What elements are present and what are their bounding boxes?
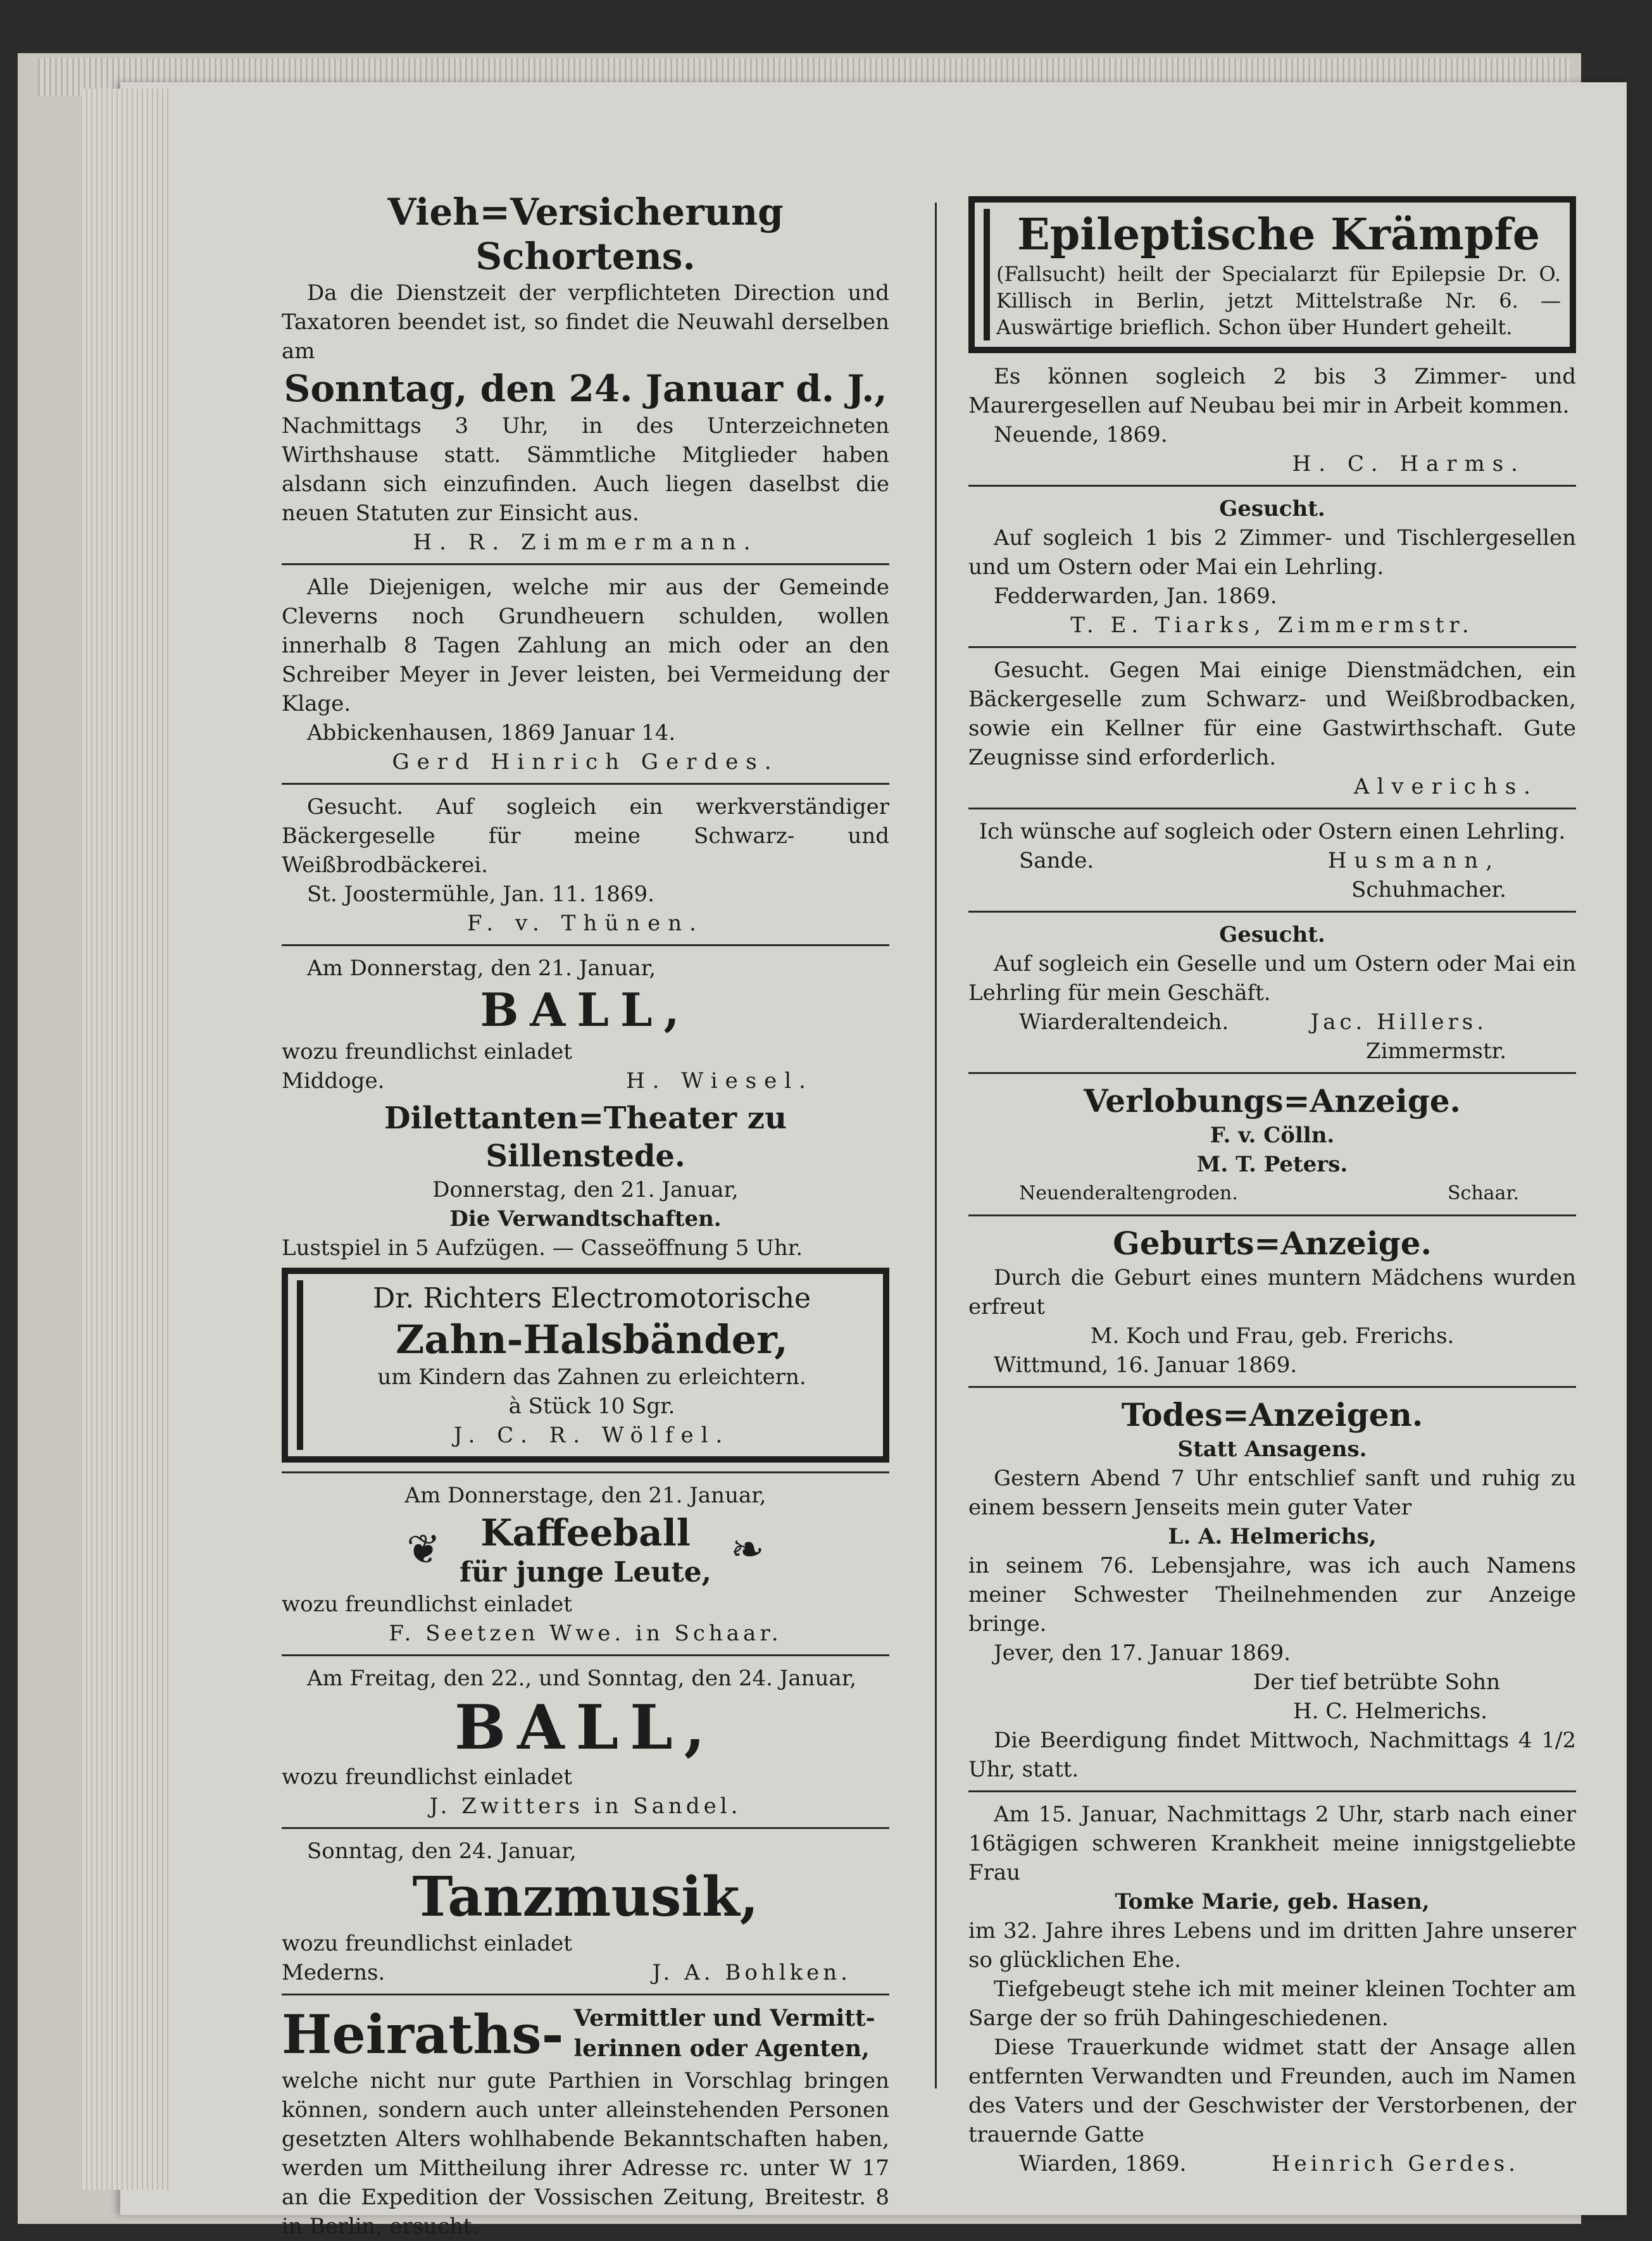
ad-place: Sande. — [1019, 848, 1094, 873]
ad-signature: F. Seetzen Wwe. in Schaar. — [389, 1621, 782, 1646]
ad-text: wozu freundlichst einladet — [282, 1592, 572, 1617]
ad-title: Verlobungs=Anzeige. — [1084, 1082, 1461, 1120]
ad-name: F. v. Cölln. — [1210, 1123, 1335, 1148]
ad-text: in seinem 76. Lebensjahre, was ich auch Namens meiner Schwester Theilnehmenden zur Anzeige bringe. — [968, 1553, 1576, 1637]
ad-text: Auf sogleich 1 bis 2 Zimmer- und Tischlergesellen und um Ostern oder Mai ein Lehrling. — [968, 525, 1576, 580]
separator — [968, 808, 1576, 809]
ad-signature: Heinrich Gerdes. — [1271, 2151, 1519, 2176]
ad-text: wozu freundlichst einladet — [282, 1039, 572, 1064]
ad-role: Zimmermstr. — [1365, 1039, 1506, 1064]
left-column — [282, 190, 889, 2241]
separator — [282, 563, 889, 565]
separator — [282, 1654, 889, 1656]
right-column — [968, 190, 1576, 2178]
ad-ball-sandel — [282, 1664, 889, 1821]
ad-geburt — [968, 1224, 1576, 1380]
ad-text: Gesucht. Auf sogleich ein werkverständiger Bäckergeselle für meine Schwarz- und Weißbrodbäckerei. — [282, 794, 889, 878]
ad-signature: Jac. Hillers. — [1310, 1009, 1487, 1035]
ad-text: Gestern Abend 7 Uhr entschlief sanft und ruhig zu einem bessern Jenseits mein guter Vater — [968, 1466, 1576, 1520]
ad-text: welche nicht nur gute Parthien in Vorschlag bringen können, sondern auch unter alleinstehenden Personen gesetzten Alters wohlhabende Bekanntschaften haben, werden um Mittheilung ihrer Adresse rc. unter W 17 an die Expedition der Vossischen Zeitung, Breitestr. 8 in Berlin, ersucht. — [282, 2068, 889, 2239]
ad-cleverns — [282, 573, 889, 777]
ad-headline: Heiraths- — [282, 2003, 564, 2066]
ad-husmann — [968, 817, 1576, 904]
ad-headline: BALL, — [454, 1692, 717, 1763]
separator — [968, 911, 1576, 913]
ad-signature: Alverichs. — [1353, 774, 1538, 799]
ad-place: Wiarden, 1869. — [1019, 2151, 1187, 2176]
ad-title: Dilettanten=Theater zu Sillenstede. — [384, 1101, 787, 1174]
ad-text: (Fallsucht) heilt der Specialarzt für Epilepsie Dr. O. Killisch in Berlin, jetzt Mittelstraße Nr. 6. — Auswärtige brieflich. Schon über Hundert geheilt. — [996, 262, 1561, 339]
ad-headline: Tanzmusik, — [412, 1865, 759, 1929]
ad-signature: F. v. Thünen. — [467, 911, 704, 936]
ad-name: Tomke Marie, geb. Hasen, — [1115, 1889, 1430, 1914]
ad-title: Geburts=Anzeige. — [1113, 1225, 1432, 1262]
ad-subheadline: Vermittler und Vermitt- — [573, 2005, 875, 2032]
ad-signature: T. E. Tiarks, Zimmermstr. — [1070, 613, 1474, 638]
ad-signature: M. Koch und Frau, geb. Frerichs. — [1090, 1323, 1455, 1349]
ad-text: Alle Diejenigen, welche mir aus der Gemeinde Cleverns noch Grundheuern schulden, wollen innerhalb 8 Tagen Zahlung an mich oder an den Schreiber Meyer in Jever leisten, bei Vermeidung der Klage. — [282, 575, 889, 716]
ad-place: Schaar. — [1447, 1182, 1519, 1204]
ornament-right-icon: ❧ — [730, 1526, 765, 1573]
ad-place: Mederns. — [282, 1960, 385, 1985]
ad-text: Diese Trauerkunde widmet statt der Ansage allen entfernten Verwandten und Freunden, auch im Namen des Vaters und der Geschwister der Verstorbenen, der trauernde Gatte — [968, 2035, 1576, 2147]
separator — [282, 1827, 889, 1829]
ad-text: Sonntag, den 24. Januar, — [307, 1838, 577, 1864]
ad-signature: Gerd Hinrich Gerdes. — [392, 749, 779, 775]
page-stack-edge — [82, 89, 171, 2190]
ad-signature: H. R. Zimmermann. — [413, 530, 758, 555]
ad-text: im 32. Jahre ihres Lebens und im dritten Jahre unserer so glücklichen Ehe. — [968, 1918, 1576, 1973]
ad-place: St. Joostermühle, Jan. 11. 1869. — [307, 882, 654, 907]
ad-text: Am 15. Januar, Nachmittags 2 Uhr, starb nach einer 16tägigen schweren Krankheit meine innigstgeliebte Frau — [968, 1802, 1576, 1885]
ad-headline: Kaffeeball — [480, 1511, 691, 1554]
ad-text: Gesucht. Gegen Mai einige Dienstmädchen, ein Bäckergeselle zum Schwarz- und Weißbrodbacken, sowie ein Kellner für eine Gastwirthschaft. Gute Zeugnisse sind erforderlich. — [968, 658, 1576, 770]
separator — [282, 1994, 889, 1995]
ad-name: M. T. Peters. — [1196, 1152, 1348, 1177]
ad-theater — [282, 1099, 889, 1263]
ad-place: Jever, den 17. Januar 1869. — [994, 1640, 1291, 1666]
ad-place: Abbickenhausen, 1869 Januar 14. — [307, 720, 676, 746]
ad-heiraths — [282, 2003, 889, 2241]
ad-place: Middoge. — [282, 1068, 385, 1094]
ad-signature: J. C. R. Wölfel. — [453, 1423, 730, 1448]
separator — [968, 646, 1576, 648]
ad-harms — [968, 362, 1576, 478]
ad-vieh-versicherung — [282, 190, 889, 557]
ad-todes-anzeigen — [968, 1395, 1576, 2178]
ad-signature: H. Wiesel. — [626, 1068, 813, 1094]
ad-date: Sonntag, den 24. Januar d. J., — [284, 367, 887, 410]
ad-title: Vieh=Versicherung Schortens. — [387, 190, 784, 278]
ad-signature: H. C. Harms. — [1292, 451, 1525, 477]
ad-text: Am Donnerstage, den 21. Januar, — [404, 1483, 767, 1508]
ornament-left-icon: ❦ — [406, 1526, 441, 1573]
ad-text: Ich wünsche auf sogleich oder Ostern einen Lehrling. — [979, 819, 1566, 844]
ad-text: Lustspiel in 5 Aufzügen. — Casseöffnung 5 Uhr. — [282, 1235, 803, 1261]
ad-subtitle: Statt Ansagens. — [1177, 1437, 1367, 1462]
ad-text: Donnerstag, den 21. Januar, — [432, 1177, 739, 1202]
ad-subheadline: lerinnen oder Agenten, — [573, 2035, 870, 2062]
ad-text: wozu freundlichst einladet — [282, 1931, 572, 1956]
ad-zahn-halsbaender — [282, 1268, 889, 1463]
ad-subheadline: für junge Leute, — [460, 1556, 711, 1589]
ad-text: Da die Dienstzeit der verpflichteten Direction und Taxatoren beendet ist, so findet die Neuwahl derselben am — [282, 280, 889, 364]
ad-place: Neuenderaltengroden. — [1019, 1182, 1238, 1204]
ad-text: Die Verwandtschaften. — [449, 1206, 722, 1232]
ad-text: Durch die Geburt eines muntern Mädchens wurden erfreut — [968, 1265, 1576, 1320]
separator — [968, 485, 1576, 487]
ad-text: Dr. Richters Electromotorische — [372, 1282, 811, 1314]
ad-title: Epileptische Krämpfe — [1017, 209, 1541, 260]
ad-text: Auf sogleich ein Geselle und um Ostern oder Mai ein Lehrling für mein Geschäft. — [968, 951, 1576, 1006]
separator — [968, 1790, 1576, 1792]
ad-text: Am Freitag, den 22., und Sonntag, den 24. Januar, — [307, 1666, 857, 1691]
ad-verlobung — [968, 1082, 1576, 1208]
ad-tiarks — [968, 494, 1576, 640]
ad-title: Gesucht. — [1219, 922, 1325, 947]
ad-signature: J. A. Bohlken. — [652, 1960, 851, 1985]
ad-title: Gesucht. — [1219, 496, 1325, 521]
ad-gesucht-baecker — [282, 792, 889, 938]
ad-ball-middoge — [282, 954, 889, 1096]
separator — [968, 1072, 1576, 1074]
ad-headline: BALL, — [480, 983, 691, 1037]
ad-tanzmusik — [282, 1837, 889, 1987]
ad-headline: Zahn-Halsbänder, — [396, 1316, 788, 1363]
ad-role: Schuhmacher. — [1351, 877, 1506, 902]
ad-name: L. A. Helmerichs, — [1168, 1524, 1377, 1549]
ad-signature: Der tief betrübte Sohn — [1253, 1670, 1500, 1695]
ad-text: Es können sogleich 2 bis 3 Zimmer- und Maurergesellen auf Neubau bei mir in Arbeit kommen. — [968, 364, 1576, 418]
ad-hillers — [968, 920, 1576, 1066]
ad-text: um Kindern das Zahnen zu erleichtern. — [377, 1364, 806, 1390]
ad-epilepsie — [968, 196, 1576, 353]
ad-place: Neuende, 1869. — [994, 422, 1168, 447]
ad-text: wozu freundlichst einladet — [282, 1764, 572, 1790]
ad-signature: H. C. Helmerichs. — [1292, 1699, 1487, 1724]
separator — [968, 1214, 1576, 1216]
ad-place: Wittmund, 16. Januar 1869. — [994, 1352, 1298, 1378]
ad-signature: Husmann, — [1327, 848, 1500, 873]
ad-signature: J. Zwitters in Sandel. — [429, 1794, 742, 1819]
separator — [282, 944, 889, 946]
separator — [968, 1386, 1576, 1388]
ad-text: Tiefgebeugt stehe ich mit meiner kleinen Tochter am Sarge der so früh Dahingeschiedenen. — [968, 1976, 1576, 2031]
ad-place: Fedderwarden, Jan. 1869. — [994, 584, 1277, 609]
separator — [282, 783, 889, 785]
ad-text: Am Donnerstag, den 21. Januar, — [307, 956, 656, 981]
ad-kaffeeball — [282, 1481, 889, 1648]
ad-title: Todes=Anzeigen. — [1121, 1396, 1424, 1433]
ad-text: Die Beerdigung findet Mittwoch, Nachmittags 4 1/2 Uhr, statt. — [968, 1728, 1576, 1782]
ad-place: Wiarderaltendeich. — [1019, 1009, 1229, 1035]
ad-text: Nachmittags 3 Uhr, in des Unterzeichneten Wirthshause statt. Sämmtliche Mitglieder haben alsdann sich einzufinden. Auch liegen daselbst die neuen Statuten zur Einsicht aus. — [282, 413, 889, 526]
column-divider — [935, 203, 937, 2088]
ad-alverichs — [968, 656, 1576, 801]
ad-price: à Stück 10 Sgr. — [508, 1394, 675, 1419]
separator — [282, 1471, 889, 1473]
